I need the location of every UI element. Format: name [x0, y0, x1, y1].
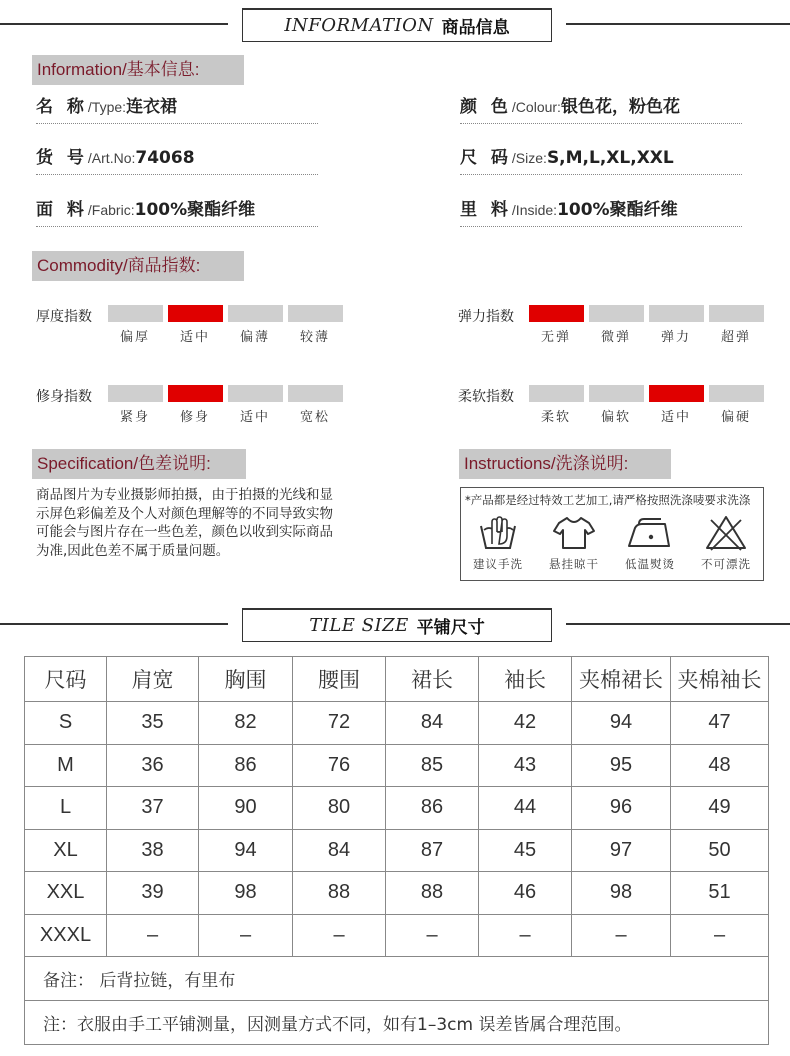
- table-cell: –: [479, 914, 572, 957]
- index-caption: 适中: [239, 410, 270, 425]
- section-commodity-label: Commodity/商品指数:: [32, 251, 244, 281]
- index-bar: [529, 305, 584, 322]
- table-cell: 86: [199, 744, 293, 787]
- table-cell: 84: [293, 829, 386, 872]
- table-cell: 84: [386, 702, 479, 745]
- table-cell: –: [293, 914, 386, 957]
- header-rule-left: [0, 23, 228, 25]
- table-cell: 47: [671, 702, 769, 745]
- care-item: [691, 514, 761, 572]
- care-item: [615, 514, 685, 572]
- table-cell: M: [25, 744, 107, 787]
- index-caption: 超弹: [720, 330, 751, 345]
- table-cell: –: [386, 914, 479, 957]
- divider: [36, 123, 318, 124]
- table-cell: XXL: [25, 872, 107, 915]
- table-cell: XXXL: [25, 914, 107, 957]
- size-table: [24, 656, 769, 1045]
- index-caption: 偏薄: [239, 330, 270, 345]
- table-row: [25, 829, 769, 872]
- table-cell: 43: [479, 744, 572, 787]
- divider: [460, 123, 742, 124]
- table-cell: –: [671, 914, 769, 957]
- section-wash-label: Instructions/洗涤说明:: [459, 449, 671, 479]
- care-caption: 低温熨烫: [625, 557, 675, 571]
- index-bar: [108, 385, 163, 402]
- column-header: 夹棉袖长: [671, 657, 769, 702]
- table-cell: 95: [572, 744, 671, 787]
- section-spec-label: Specification/色差说明:: [32, 449, 246, 479]
- table-cell: 87: [386, 829, 479, 872]
- index-bar: [709, 385, 764, 402]
- field-size: 尺 码/Size:S,M,L,XL,XXL: [460, 148, 674, 168]
- index-caption: 较薄: [299, 330, 330, 345]
- index-caption: 偏厚: [119, 330, 150, 345]
- table-cell: 94: [572, 702, 671, 745]
- table-cell: –: [199, 914, 293, 957]
- spec-text: 商品图片为专业摄影师拍摄，由于拍摄的光线和显示屏色彩偏差及个人对颜色理解等的不同导致实物可能会与图片存在一些色差，颜色以收到实际商品为准,因此色差不属于质量问题。: [36, 487, 333, 559]
- table-cell: 44: [479, 787, 572, 830]
- index-label-softness: 柔软指数: [458, 389, 514, 405]
- table-cell: 72: [293, 702, 386, 745]
- table-row: [25, 914, 769, 957]
- index-bar: [589, 305, 644, 322]
- table-remark-row: [25, 957, 769, 1001]
- column-header: 夹棉裙长: [572, 657, 671, 702]
- care-caption: 建议手洗: [473, 557, 523, 571]
- table-cell: 36: [107, 744, 199, 787]
- index-bar: [288, 385, 343, 402]
- table-cell: XL: [25, 829, 107, 872]
- index-caption: 无弹: [540, 330, 571, 345]
- table-cell: 37: [107, 787, 199, 830]
- table-cell: 49: [671, 787, 769, 830]
- table-cell: 80: [293, 787, 386, 830]
- care-caption: 不可漂洗: [701, 557, 751, 571]
- index-caption: 适中: [660, 410, 691, 425]
- header-rule-right: [566, 23, 790, 25]
- index-caption: 微弹: [600, 330, 631, 345]
- section-basic-label: Information/基本信息:: [32, 55, 244, 85]
- table-cell: 39: [107, 872, 199, 915]
- size-header-en: TILE SIZE: [309, 614, 409, 636]
- table-cell: 38: [107, 829, 199, 872]
- table-cell: 76: [293, 744, 386, 787]
- index-caption: 偏软: [600, 410, 631, 425]
- table-cell: 94: [199, 829, 293, 872]
- index-caption: 宽松: [299, 410, 330, 425]
- hang-dry-icon: [551, 514, 597, 552]
- info-header-en: INFORMATION: [284, 14, 434, 36]
- care-item: [463, 514, 533, 572]
- column-header: 尺码: [25, 657, 107, 702]
- field-art-no: 货 号/Art.No:74068: [36, 148, 195, 168]
- index-bar: [168, 385, 223, 402]
- index-caption: 柔软: [540, 410, 571, 425]
- table-cell: 88: [293, 872, 386, 915]
- index-bar: [168, 305, 223, 322]
- no-bleach-icon: [703, 514, 749, 552]
- index-bar: [288, 305, 343, 322]
- table-cell: L: [25, 787, 107, 830]
- divider: [460, 174, 742, 175]
- index-caption: 偏硬: [720, 410, 751, 425]
- table-cell: S: [25, 702, 107, 745]
- index-label-fit: 修身指数: [36, 389, 92, 405]
- table-cell: 90: [199, 787, 293, 830]
- table-cell: 98: [572, 872, 671, 915]
- index-bar: [709, 305, 764, 322]
- low-iron-icon: [625, 514, 675, 552]
- table-cell: 45: [479, 829, 572, 872]
- column-header: 肩宽: [107, 657, 199, 702]
- table-cell: –: [572, 914, 671, 957]
- field-colour: 颜 色/Colour:银色花，粉色花: [460, 97, 680, 117]
- table-cell: 98: [199, 872, 293, 915]
- divider: [36, 174, 318, 175]
- table-cell: 86: [386, 787, 479, 830]
- table-note: 注：衣服由手工平铺测量，因测量方式不同，如有1–3cm 误差皆属合理范围。: [25, 1001, 769, 1045]
- table-note-row: [25, 1001, 769, 1045]
- index-caption: 修身: [179, 410, 210, 425]
- table-remark: 备注： 后背拉链，有里布: [25, 957, 769, 1001]
- table-cell: 42: [479, 702, 572, 745]
- table-row: [25, 744, 769, 787]
- size-header: [242, 608, 552, 642]
- index-label-thickness: 厚度指数: [36, 309, 92, 325]
- index-label-elasticity: 弹力指数: [458, 309, 514, 325]
- table-cell: 50: [671, 829, 769, 872]
- table-row: [25, 787, 769, 830]
- table-cell: 88: [386, 872, 479, 915]
- column-header: 裙长: [386, 657, 479, 702]
- divider: [36, 226, 318, 227]
- care-box: [460, 487, 764, 581]
- column-header: 袖长: [479, 657, 572, 702]
- table-cell: 85: [386, 744, 479, 787]
- column-header: 胸围: [199, 657, 293, 702]
- table-cell: 97: [572, 829, 671, 872]
- table-row: [25, 872, 769, 915]
- size-header-cn: 平铺尺寸: [416, 617, 485, 638]
- table-row: [25, 702, 769, 745]
- index-bar: [589, 385, 644, 402]
- field-inside: 里 料/Inside:100%聚酯纤维: [460, 200, 678, 220]
- index-bar: [649, 305, 704, 322]
- index-bar: [649, 385, 704, 402]
- table-cell: 96: [572, 787, 671, 830]
- header-rule-left: [0, 623, 228, 625]
- hand-wash-icon: [475, 514, 521, 552]
- table-cell: 46: [479, 872, 572, 915]
- divider: [460, 226, 742, 227]
- index-bar: [529, 385, 584, 402]
- care-item: [539, 514, 609, 572]
- index-caption: 弹力: [660, 330, 691, 345]
- index-caption: 紧身: [119, 410, 150, 425]
- index-caption: 适中: [179, 330, 210, 345]
- table-cell: 82: [199, 702, 293, 745]
- table-header-row: [25, 657, 769, 702]
- index-bar: [108, 305, 163, 322]
- info-header-cn: 商品信息: [441, 17, 510, 38]
- field-fabric: 面 料/Fabric:100%聚酯纤维: [36, 200, 256, 220]
- index-bar: [228, 385, 283, 402]
- field-type: 名 称/Type:连衣裙: [36, 97, 178, 117]
- table-cell: 48: [671, 744, 769, 787]
- table-cell: 51: [671, 872, 769, 915]
- table-cell: –: [107, 914, 199, 957]
- info-header: [242, 8, 552, 42]
- header-rule-right: [566, 623, 790, 625]
- index-bar: [228, 305, 283, 322]
- care-note: *产品都是经过特效工艺加工,请严格按照洗涤唛要求洗涤: [465, 493, 751, 507]
- care-caption: 悬挂晾干: [549, 557, 599, 571]
- column-header: 腰围: [293, 657, 386, 702]
- table-cell: 35: [107, 702, 199, 745]
